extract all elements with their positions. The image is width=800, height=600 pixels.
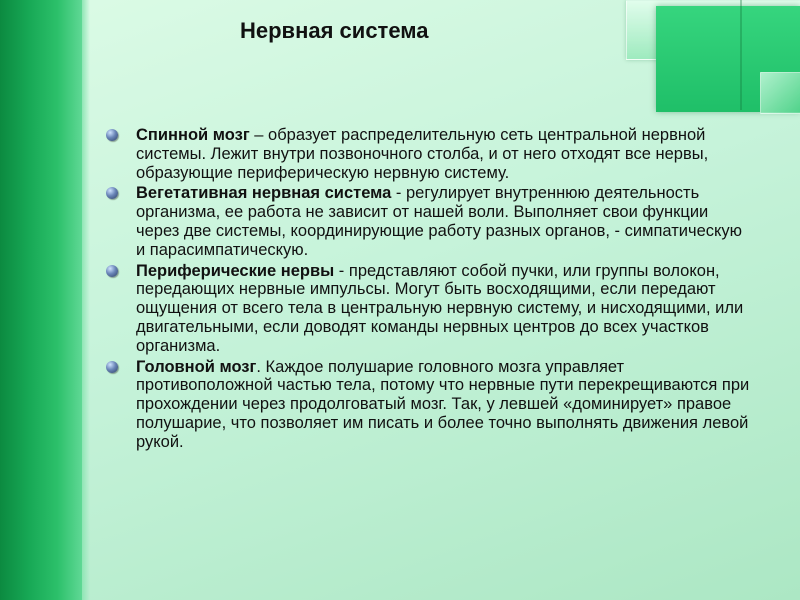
sphere-bullet-icon — [106, 129, 118, 141]
bullet-text: – образует распределительную сеть центральной нервной системы. Лежит внутри позвоночного столба, и от него отходят все нервы, образующие периферическую нервную систему. — [136, 126, 709, 182]
bullet-term: Вегетативная нервная система — [136, 184, 392, 203]
decorative-line — [740, 0, 742, 110]
bullet-item-brain — [100, 358, 750, 452]
decorative-side-edge — [82, 0, 90, 600]
sphere-bullet-icon — [106, 265, 118, 277]
bullet-text: - регулирует внутреннюю деятельность организма, ее работа не зависит от нашей воли. Выполняет свои функции через две системы, координирующие работу разных органов, - симпатическую и парасимпатическую. — [136, 184, 743, 259]
bullet-text: . Каждое полушарие головного мозга управляет противоположной частью тела, потому что нервные пути перекрещиваются при прохождении через продолговатый мозг. Так, у левшей «доминирует» правое полушарие, что позволяет им писать и более точно выполнять движения левой рукой. — [136, 357, 750, 451]
bullet-item-spinal-cord — [100, 126, 750, 182]
bullet-text: - представляют собой пучки, или группы волокон, передающих нервные импульсы. Могут быть восходящими, если передают ощущения от всего тела в центральную нервную систему, и нисходящими, или двигательными, если доводят команды нервных центров до всех участков организма. — [136, 261, 744, 355]
bullet-list — [100, 126, 750, 454]
decorative-side-bar — [0, 0, 82, 600]
bullet-item-autonomic-system — [100, 184, 750, 259]
sphere-bullet-icon — [106, 361, 118, 373]
bullet-item-peripheral-nerves — [100, 262, 750, 356]
bullet-term: Головной мозг — [136, 357, 257, 376]
bullet-term: Периферические нервы — [136, 261, 335, 280]
decorative-small-square — [760, 72, 800, 114]
bullet-term: Спинной мозг — [136, 126, 250, 144]
sphere-bullet-icon — [106, 187, 118, 199]
slide-title: Нервная система — [240, 18, 429, 43]
